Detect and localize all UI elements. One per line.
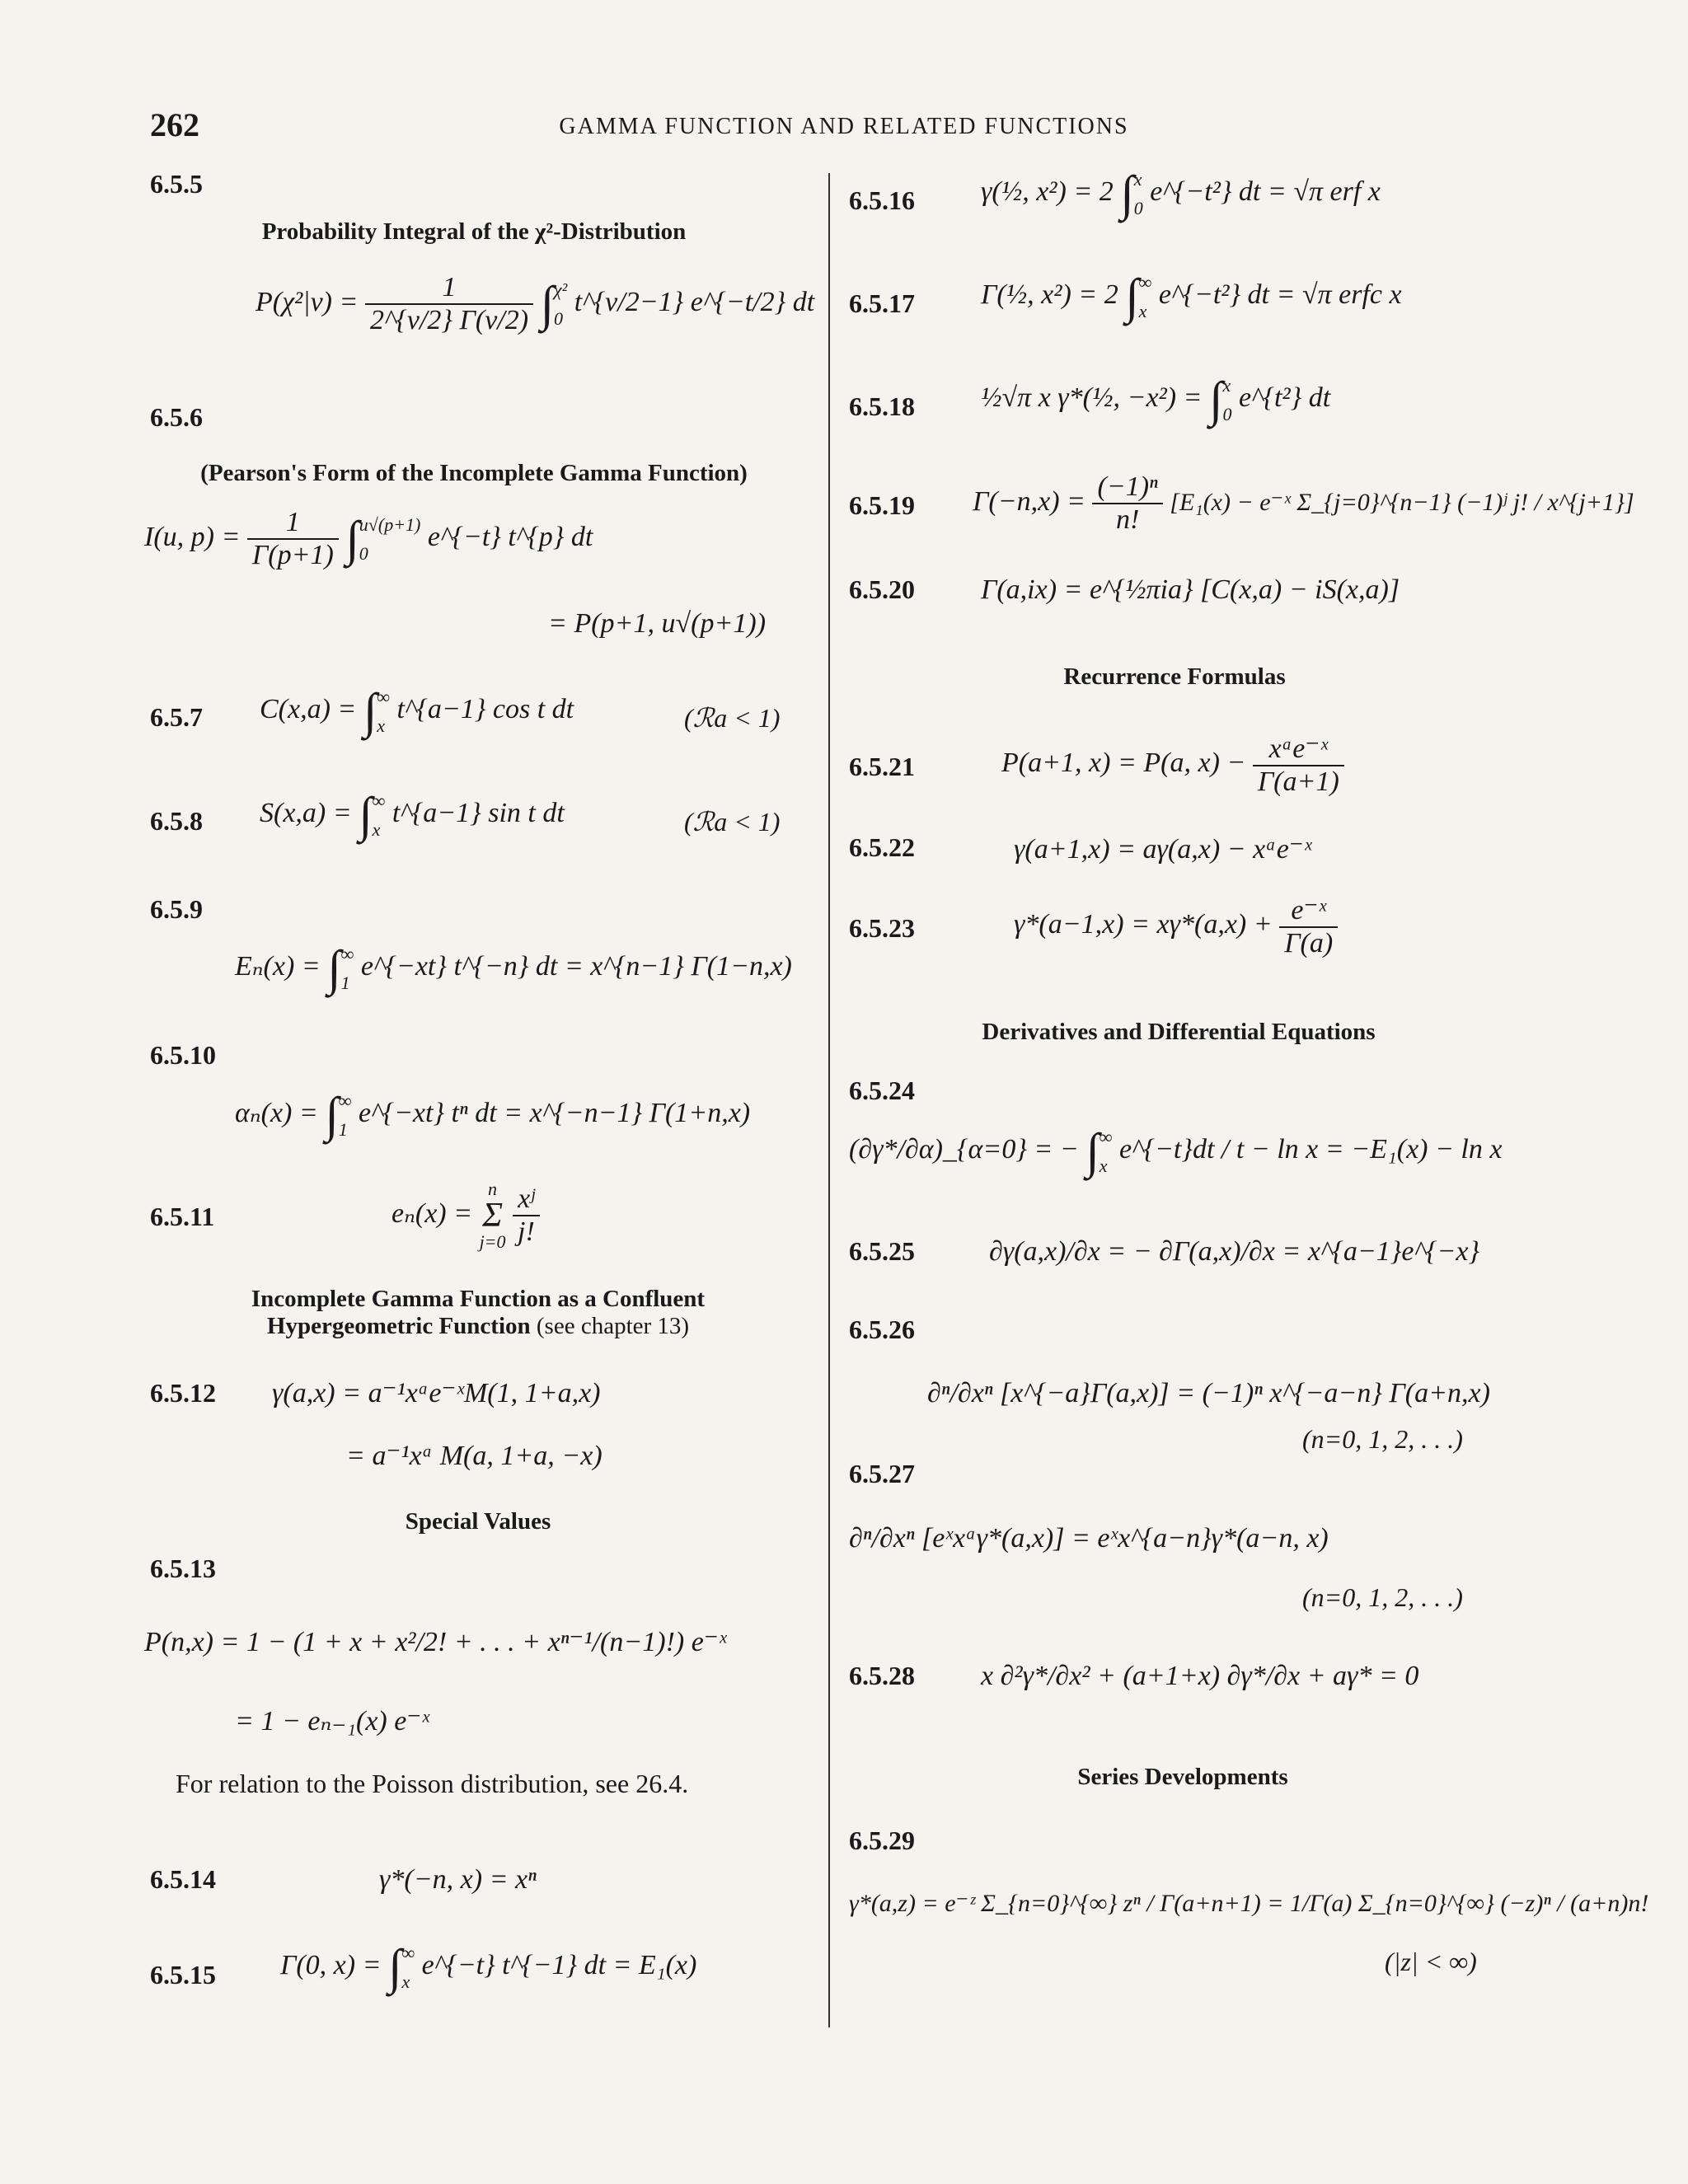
eq-number-6-5-21: 6.5.21 <box>849 752 915 781</box>
equation-6-5-19: Γ(−n,x) = $\frac{\text{(−1)ⁿ}}{n!}$ [E₁(x) − e⁻ˣ Σ_{j=0}^{n−1} (−1)ʲ j! / x^{j+1}] <box>973 471 1634 535</box>
equation-6-5-26: ∂ⁿ/∂xⁿ [x^{−a}Γ(a,x)] = (−1)ⁿ x^{−a−n} Γ(a+n,x) <box>927 1378 1490 1408</box>
heading-derivatives: Derivatives and Differential Equations <box>982 1019 1376 1045</box>
eq-number-6-5-12: 6.5.12 <box>150 1378 216 1408</box>
eq-number-6-5-19: 6.5.19 <box>849 490 915 520</box>
page-number: 262 <box>150 106 199 143</box>
heading-series: Series Developments <box>1077 1764 1288 1790</box>
column-divider <box>828 173 830 2027</box>
equation-6-5-20: Γ(a,ix) = e^{½πia} [C(x,a) − iS(x,a)] <box>981 574 1400 605</box>
eq-number-6-5-26: 6.5.26 <box>849 1315 915 1344</box>
equation-6-5-25: ∂γ(a,x)/∂x = − ∂Γ(a,x)/∂x = x^{a−1}e^{−x} <box>989 1236 1480 1267</box>
heading-special-values: Special Values <box>405 1508 551 1535</box>
eq-number-6-5-29: 6.5.29 <box>849 1825 915 1855</box>
eq-number-6-5-11: 6.5.11 <box>150 1202 215 1231</box>
condition-6-5-27: (n=0, 1, 2, . . .) <box>1302 1582 1463 1612</box>
condition-6-5-8: (ℛa < 1) <box>684 807 781 837</box>
eq-number-6-5-16: 6.5.16 <box>849 185 915 215</box>
equation-6-5-7: C(x,a) = ∫∞ x t^{a−1} cos t dt <box>260 683 574 738</box>
eq-number-6-5-8: 6.5.8 <box>150 806 203 836</box>
eq-number-6-5-5: 6.5.5 <box>150 169 203 199</box>
eq-number-6-5-27: 6.5.27 <box>849 1459 915 1488</box>
eq-number-6-5-15: 6.5.15 <box>150 1960 216 1990</box>
heading-chi-square: Probability Integral of the χ²-Distribution <box>261 218 687 245</box>
equation-6-5-11: eₙ(x) = n Σ j=0 $\frac{\text{xʲ}}{j!}$ <box>392 1180 540 1251</box>
eq-number-6-5-24: 6.5.24 <box>849 1076 915 1105</box>
equation-6-5-24: (∂γ*/∂α)_{α=0} = − ∫∞ x e^{−t}dt / t − ln x = −E₁(x) − ln x <box>849 1123 1503 1179</box>
equation-6-5-23: γ*(a−1,x) = xγ*(a,x) + $\frac{\text{e⁻ˣ}}{\Gamma(a)}$ <box>1014 893 1338 959</box>
eq-number-6-5-23: 6.5.23 <box>849 913 915 943</box>
equation-6-5-16: γ(½, x²) = 2 ∫x 0 e^{−t²} dt = √π erf x <box>981 166 1381 221</box>
condition-6-5-7: (ℛa < 1) <box>684 703 781 733</box>
running-header: GAMMA FUNCTION AND RELATED FUNCTIONS <box>559 114 1129 139</box>
equation-6-5-29: γ*(a,z) = e⁻ᶻ Σ_{n=0}^{∞} zⁿ / Γ(a+n+1) = 1/Γ(a) Σ_{n=0}^{∞} (−z)ⁿ / (a+n)n! <box>849 1890 1649 1917</box>
equation-6-5-18: ½√π x γ*(½, −x²) = ∫x 0 e^{t²} dt <box>981 372 1331 427</box>
equation-6-5-9: Eₙ(x) = ∫∞ 1 e^{−xt} t^{−n} dt = x^{n−1} Γ(1−n,x) <box>235 940 792 996</box>
eq-number-6-5-17: 6.5.17 <box>849 288 915 318</box>
eq-number-6-5-18: 6.5.18 <box>849 391 915 421</box>
equation-6-5-13-line2: = 1 − eₙ₋₁(x) e⁻ˣ <box>235 1706 429 1736</box>
eq-number-6-5-7: 6.5.7 <box>150 702 203 732</box>
equation-6-5-14: γ*(−n, x) = xⁿ <box>379 1864 537 1895</box>
eq-number-6-5-25: 6.5.25 <box>849 1236 915 1266</box>
heading-confluent: Incomplete Gamma Function as a Confluent Hypergeometric Function (see chapter 13) <box>251 1286 706 1339</box>
equation-6-5-12-line2: = a⁻¹xᵃ M(a, 1+a, −x) <box>346 1441 603 1471</box>
heading-recurrence: Recurrence Formulas <box>1063 663 1286 690</box>
equation-6-5-27: ∂ⁿ/∂xⁿ [eˣxᵃγ*(a,x)] = eˣx^{a−n}γ*(a−n, x) <box>849 1523 1329 1554</box>
equation-6-5-6-line2: = P(p+1, u√(p+1)) <box>548 608 767 639</box>
eq-number-6-5-22: 6.5.22 <box>849 832 915 862</box>
eq-number-6-5-6: 6.5.6 <box>150 402 203 432</box>
condition-6-5-26: (n=0, 1, 2, . . .) <box>1302 1424 1463 1454</box>
eq-number-6-5-9: 6.5.9 <box>150 894 203 924</box>
equation-6-5-12: γ(a,x) = a⁻¹xᵃe⁻ˣM(1, 1+a,x) <box>272 1378 601 1408</box>
equation-6-5-6: I(u, p) = $\frac{1}{\Gamma(p+1)}$ ∫u√(p+1) 0 e^{−t} t^{p} dt <box>144 507 593 570</box>
condition-6-5-29: (|z| < ∞) <box>1385 1947 1477 1976</box>
equation-6-5-22: γ(a+1,x) = aγ(a,x) − xᵃe⁻ˣ <box>1014 834 1312 865</box>
eq-number-6-5-20: 6.5.20 <box>849 574 915 604</box>
equation-6-5-15: Γ(0, x) = ∫∞ x e^{−t} t^{−1} dt = E₁(x) <box>280 1939 697 1994</box>
equation-6-5-17: Γ(½, x²) = 2 ∫∞ x e^{−t²} dt = √π erfc x <box>981 269 1402 324</box>
equation-6-5-8: S(x,a) = ∫∞ x t^{a−1} sin t dt <box>260 787 565 842</box>
eq-number-6-5-14: 6.5.14 <box>150 1864 216 1894</box>
eq-number-6-5-28: 6.5.28 <box>849 1661 915 1690</box>
eq-number-6-5-10: 6.5.10 <box>150 1040 216 1070</box>
equation-6-5-21: P(a+1, x) = P(a, x) − $\frac{\text{xᵃe⁻ˣ}}{\Gamma(a+1)}$ <box>1001 732 1344 798</box>
equation-6-5-28: x ∂²γ*/∂x² + (a+1+x) ∂γ*/∂x + aγ* = 0 <box>981 1661 1419 1691</box>
heading-pearson: (Pearson's Form of the Incomplete Gamma Function) <box>200 460 748 486</box>
equation-6-5-13: P(n,x) = 1 − (1 + x + x²/2! + . . . + xⁿ⁻¹/(n−1)!) e⁻ˣ <box>144 1627 727 1657</box>
equation-6-5-10: αₙ(x) = ∫∞ 1 e^{−xt} tⁿ dt = x^{−n−1} Γ(1+n,x) <box>235 1087 751 1142</box>
equation-6-5-5: P(χ²|ν) = $\frac{1}{2\^{}\{\nu/2\} \Gamma(\nu/2)}$ ∫χ² 0 t^{ν/2−1} e^{−t/2} dt <box>256 272 815 335</box>
eq-number-6-5-13: 6.5.13 <box>150 1554 216 1583</box>
poisson-note: For relation to the Poisson distribution, see 26.4. <box>176 1769 689 1798</box>
